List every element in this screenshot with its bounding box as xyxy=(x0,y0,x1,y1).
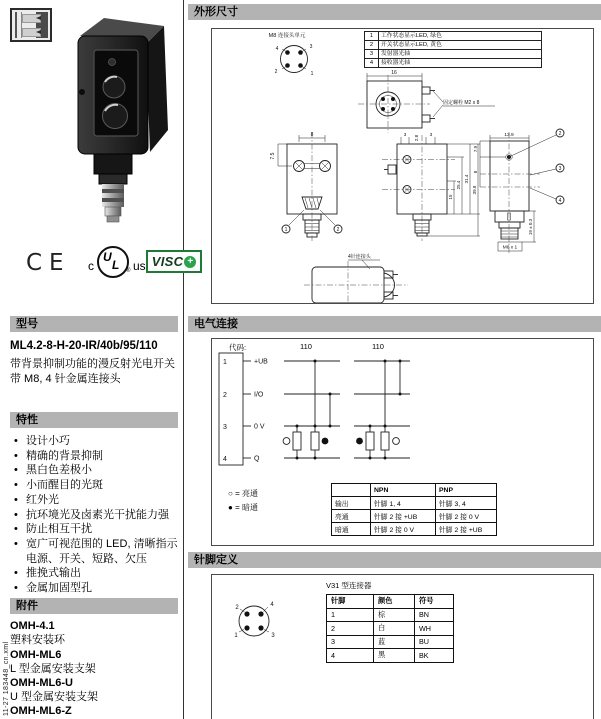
svg-text:13.9: 13.9 xyxy=(504,133,514,138)
connector-face-drawing xyxy=(212,575,322,675)
svg-text:7.5: 7.5 xyxy=(270,152,276,160)
dark-on-symbol: ● xyxy=(228,503,233,512)
svg-text:4: 4 xyxy=(275,46,279,52)
callout-3: 3 xyxy=(558,166,562,172)
feature-item: • 精确的背景抑制 xyxy=(12,449,180,464)
svg-text:8: 8 xyxy=(310,132,314,138)
model-number: ML4.2-8-H-20-IR/40b/95/110 xyxy=(10,340,158,352)
product-photo xyxy=(52,12,177,240)
accessory-entry: OMH-4.1 塑料安装环 xyxy=(10,620,65,646)
svg-text:3: 3 xyxy=(429,132,433,137)
ul-listed-mark xyxy=(88,244,152,280)
ul-c-label: c xyxy=(88,259,94,273)
accessory-entry: OMH-ML6 L 型金属安装支架 xyxy=(10,649,96,675)
feature-item: • 红外光 xyxy=(12,493,180,508)
symbol-legend: ○ = 亮通 ● = 暗通 xyxy=(228,489,258,512)
pin-connector-label: 4针连接头 xyxy=(348,254,371,260)
code-value-2: 110 xyxy=(372,342,384,351)
section-header-pin-definition: 针脚定义 xyxy=(188,552,601,568)
visco-plus-icon: + xyxy=(184,256,196,268)
feature-item: • 黑白色差极小 xyxy=(12,463,180,478)
dimensions-drawing-box xyxy=(211,28,594,304)
sensor-pictogram-icon xyxy=(10,8,52,42)
svg-text:2: 2 xyxy=(223,392,227,399)
svg-text:3: 3 xyxy=(309,44,313,50)
svg-text:16: 16 xyxy=(391,70,397,76)
callout-2b: 2 xyxy=(558,131,562,137)
svg-text:15: 15 xyxy=(448,194,453,200)
pin-definition-box xyxy=(211,574,594,719)
dimension-drawing xyxy=(212,29,593,303)
code-label: 代码: xyxy=(229,343,247,352)
svg-text:3: 3 xyxy=(403,132,407,137)
section-header-model: 型号 xyxy=(10,316,178,332)
section-header-features: 特性 xyxy=(10,412,178,428)
svg-text:19 ± 0.3: 19 ± 0.3 xyxy=(528,218,533,236)
svg-text:2: 2 xyxy=(274,69,278,75)
section-header-dimensions: 外形尺寸 xyxy=(188,4,601,20)
feature-item: • 防止相互干扰 xyxy=(12,522,180,537)
document-side-note: 11-27 183448_cn.xml xyxy=(3,641,10,716)
visco-logo: VISC + xyxy=(146,250,202,273)
dimension-legend-table: 1 工作状态显示LED, 绿色 2 开关状态显示LED, 黄色 3 发射器光轴 4 接收器光轴 xyxy=(364,31,542,68)
svg-text:25.4: 25.4 xyxy=(456,180,461,190)
accessory-entry: OMH-ML6-U U 型金属安装支架 xyxy=(10,677,98,703)
feature-item: • 宽广可视范围的 LED, 清晰指示电源、开关、短路、欠压 xyxy=(12,537,180,566)
m8-connector-label: M8 连接头单元 xyxy=(268,33,306,39)
pin-label-io: I/O xyxy=(254,391,264,399)
pin-label-ub: +UB xyxy=(254,358,268,366)
svg-text:1: 1 xyxy=(310,71,314,77)
connector-type-label: V31 型连接器 xyxy=(326,581,372,590)
feature-item: • 金属加固型孔 xyxy=(12,581,180,596)
pin-label-q: Q xyxy=(254,455,260,463)
svg-text:31.4: 31.4 xyxy=(464,174,469,184)
pin-color-table: 针脚 颜色 符号 1 棕 BN 2 白 WH 3 蓝 BU 4 黑 BK xyxy=(326,594,454,663)
npn-pnp-table: NPN PNP 输出 针脚 1, 4 针脚 3, 4 亮通 针脚 2 接 +UB 针脚 2 接 0 V 暗通 针脚 2 接 0 V 针脚 2 接 +UB xyxy=(331,483,497,536)
svg-text:1: 1 xyxy=(234,633,238,639)
svg-text:4: 4 xyxy=(270,602,274,608)
svg-text:M8 x 1: M8 x 1 xyxy=(502,245,518,251)
ce-mark: CE xyxy=(26,250,71,276)
section-header-electrical: 电气连接 xyxy=(188,316,601,332)
ul-circle-icon: U L xyxy=(97,246,129,278)
feature-list xyxy=(12,434,180,596)
ul-us-label: us xyxy=(133,259,146,273)
svg-text:2: 2 xyxy=(235,605,239,611)
svg-text:39.8: 39.8 xyxy=(472,185,477,195)
model-description: 带背景抑制功能的漫反射光电开关 带 M8, 4 针金属连接头 xyxy=(10,358,175,385)
svg-text:1: 1 xyxy=(223,359,227,366)
feature-item: • 推挽式输出 xyxy=(12,566,180,581)
electrical-connection-box xyxy=(211,338,594,546)
svg-text:3: 3 xyxy=(271,633,275,639)
svg-text:4: 4 xyxy=(223,456,227,463)
feature-item: • 抗环境光及卤素光干扰能力强 xyxy=(12,508,180,523)
svg-text:7.9: 7.9 xyxy=(473,145,478,153)
code-value-1: 110 xyxy=(300,342,312,351)
column-divider xyxy=(183,0,184,719)
ul-registered-symbol: ® xyxy=(126,268,131,274)
light-on-symbol: ○ xyxy=(228,489,233,498)
accessory-entry: OMH-ML6-Z xyxy=(10,705,72,717)
section-header-accessories: 附件 xyxy=(10,598,178,614)
feature-item: • 小而醒目的光斑 xyxy=(12,478,180,493)
callout-1: 1 xyxy=(284,227,288,233)
svg-text:2.8: 2.8 xyxy=(414,134,419,142)
feature-item: • 设计小巧 xyxy=(12,434,180,449)
callout-2: 2 xyxy=(336,227,340,233)
callout-4: 4 xyxy=(558,198,562,204)
screw-note-label: 固定螺栓 M2 x 8 xyxy=(443,100,480,106)
svg-text:3: 3 xyxy=(223,424,227,431)
svg-text:8: 8 xyxy=(473,170,478,174)
pin-label-0v: 0 V xyxy=(254,423,265,431)
